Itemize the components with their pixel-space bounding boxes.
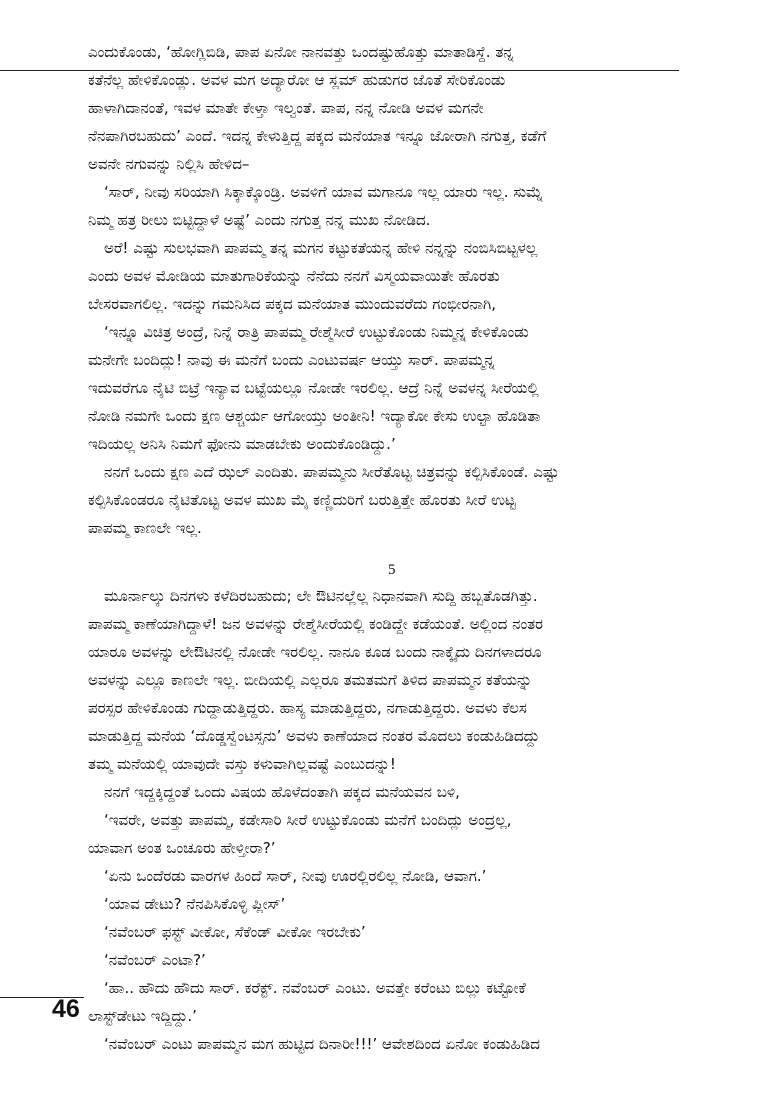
- text-line: ನೋಡಿ ನಮಗೇ ಒಂದು ಕ್ಷಣ ಆಶ್ಚರ್ಯ ಆಗೋಯ್ತು ಅಂತೀನಿ! ಇದ್ಯಾಕೋ ಕೇಸು ಉಲ್ಟಾ ಹೊಡಿತಾ: [88, 407, 541, 425]
- text-line: ನನಗೆ ಒಂದು ಕ್ಷಣ ಎದೆ ಝಲ್ ಎಂದಿತು. ಪಾಪಮ್ಮನು ಸೀರೆತೊಟ್ಟ ಚಿತ್ರವನ್ನು ಕಲ್ಪಿಸಿಕೊಂಡೆ. ಎಷ್ಟು: [104, 463, 559, 481]
- text-line: ‘ಸಾರ್, ನೀವು ಸರಿಯಾಗಿ ಸಿಕ್ಕಾಕ್ಕೊಂಡ್ರಿ. ಅವಳಿಗೆ ಯಾವ ಮಗಾನೂ ಇಲ್ಲ ಯಾರು ಇಲ್ಲ. ಸುಮ್ನೆ: [104, 183, 543, 201]
- text-line: ‘ಯಾವ ಡೇಟು? ನೆನಪಿಸಿಕೊಳ್ಳಿ ಪ್ಲೀಸ್’: [104, 895, 286, 913]
- text-line: ಲಾಸ್ಟ್‌ಡೇಟು ಇದ್ದಿದ್ದು.’: [88, 1007, 197, 1025]
- text-line: ಪಾಪಮ್ಮ ಕಾಣಲೇ ಇಲ್ಲ.: [88, 519, 202, 537]
- text-line: ಬೇಸರವಾಗಲಿಲ್ಲ. ಇದನ್ನು ಗಮನಿಸಿದ ಪಕ್ಕದ ಮನೆಯಾತ ಮುಂದುವರೆದು ಗಂಭೀರನಾಗಿ,: [88, 295, 496, 313]
- text-line: ಪಾಪಮ್ಮ ಕಾಣೆಯಾಗಿದ್ದಾಳೆ! ಜನ ಅವಳನ್ನು ರೇಶ್ಮೆಸೀರೆಯಲ್ಲಿ ಕಂಡಿದ್ದೇ ಕಡೆಯಂತೆ. ಅಲ್ಲಿಂದ ನಂತರ: [88, 615, 543, 633]
- text-line: ಕತೆನೆಲ್ಲ ಹೇಳಿಕೊಂಡ್ಲು. ಅವಳ ಮಗ ಅದ್ಯಾರೋ ಆ ಸ್ಲಮ್ ಹುಡುಗರ ಜೊತೆ ಸೇರಿಕೊಂಡು: [88, 71, 506, 89]
- section-number: 5: [388, 562, 396, 578]
- text-line: ಎಂದುಕೊಂಡು, ‘ಹೋಗ್ಲಿಬಿಡಿ, ಪಾಪ ಏನೋ ನಾನವತ್ತು ಒಂದಷ್ಟುಹೊತ್ತು ಮಾತಾಡಿಸ್ದೆ. ತನ್ನ: [88, 43, 514, 61]
- text-line: ಇದುವರೆಗೂ ನೈಟಿ ಬಿಟ್ರೆ ಇನ್ಯಾವ ಬಟ್ಟೆಯಲ್ಲೂ ನೋಡೇ ಇರಲಿಲ್ಲ. ಆದ್ರೆ ನಿನ್ನೆ ಅವಳನ್ನ ಸೀರೆಯಲ್ಲಿ: [88, 379, 539, 397]
- text-line: ನೆನಪಾಗಿರಬಹುದು’ ಎಂದೆ. ಇದನ್ನ ಕೇಳುತ್ತಿದ್ದ ಪಕ್ಕದ ಮನೆಯಾತ ಇನ್ನೂ ಜೋರಾಗಿ ನಗುತ್ತ, ಕಡೆಗೆ: [88, 127, 547, 145]
- text-line: ‘ನವೆಂಬರ್ ಫಸ್ಟ್ ವೀಕೋ, ಸೆಕೆಂಡ್ ವೀಕೋ ಇರಬೇಕು’: [104, 923, 366, 941]
- text-line: ಕಲ್ಪಿಸಿಕೊಂಡರೂ ನೈಟಿತೊಟ್ಟ ಅವಳ ಮುಖ ಮೈ ಕಣ್ಣಿದುರಿಗೆ ಬರುತ್ತಿತ್ತೇ ಹೊರತು ಸೀರೆ ಉಟ್ಟ: [88, 491, 516, 509]
- text-line: ‘ಹಾ.. ಹೌದು ಹೌದು ಸಾರ್. ಕರೆಕ್ಟ್. ನವೆಂಬರ್ ಎಂಟು. ಅವತ್ತೇ ಕರೆಂಟು ಬಿಲ್ಲು ಕಟ್ಟೋಕೆ: [104, 979, 526, 997]
- text-line: ಯಾವಾಗ ಅಂತ ಒಂಚೂರು ಹೇಳ್ತೀರಾ?’: [88, 839, 276, 857]
- text-line: ‘ಇವರೇ, ಅವತ್ತು ಪಾಪಮ್ಮ, ಕಡೇಸಾರಿ ಸೀರೆ ಉಟ್ಟುಕೊಂಡು ಮನೆಗೆ ಬಂದಿದ್ಲು ಅಂದ್ರಲ್ಲ,: [104, 811, 512, 829]
- text-line: ಮನೇಗೇ ಬಂದಿದ್ಲು! ನಾವು ಈ ಮನೆಗೆ ಬಂದು ಎಂಟುವರ್ಷ ಆಯ್ತು ಸಾರ್. ಪಾಪಮ್ಮನ್ನ: [88, 351, 495, 369]
- text-line: ಹಾಳಾಗಿದಾನಂತೆ, ಇವಳ ಮಾತೇ ಕೇಳ್ತಾ ಇಲ್ವಂತೆ. ಪಾಪ, ನನ್ನ ನೋಡಿ ಅವಳ ಮಗನೇ: [88, 99, 484, 117]
- text-line: ನಿಮ್ಮ ಹತ್ರ ರೀಲು ಬಿಟ್ಟಿದ್ದಾಳೆ ಅಷ್ಟೆ’ ಎಂದು ನಗುತ್ತ ನನ್ನ ಮುಖ ನೋಡಿದ.: [88, 211, 431, 229]
- text-line: ‘ನವೆಂಬರ್ ಎಂಟು ಪಾಪಮ್ಮನ ಮಗ ಹುಟ್ಟಿದ ದಿನಾರೀ!!!’ ಆವೇಶದಿಂದ ಏನೋ ಕಂಡುಹಿಡಿದ: [104, 1035, 540, 1053]
- text-line: ಅವಳನ್ನು ಎಲ್ಲೂ ಕಾಣಲೇ ಇಲ್ಲ. ಬೀದಿಯಲ್ಲಿ ಎಲ್ಲರೂ ತಮತಮಗೆ ತಿಳಿದ ಪಾಪಮ್ಮನ ಕತೆಯನ್ನು: [88, 671, 533, 689]
- text-line: ಅರೆ! ಎಷ್ಟು ಸುಲಭವಾಗಿ ಪಾಪಮ್ಮ ತನ್ನ ಮಗನ ಕಟ್ಟುಕತೆಯನ್ನ ಹೇಳಿ ನನ್ನನ್ನು ನಂಬಿಸಿಬಿಟ್ಟಳಲ್ಲ: [104, 239, 538, 257]
- text-line: ‘ನವೆಂಬರ್ ಎಂಟಾ?’: [104, 951, 206, 969]
- text-line: ‘ಏನು ಒಂದೆರಡು ವಾರಗಳ ಹಿಂದೆ ಸಾರ್, ನೀವು ಊರಲ್ಲಿರಲಿಲ್ಲ ನೋಡಿ, ಆವಾಗ.’: [104, 867, 487, 885]
- text-line: ಯಾರೂ ಅವಳನ್ನು ಲೇಔಟಿನಲ್ಲಿ ನೋಡೇ ಇರಲಿಲ್ಲ. ನಾನೂ ಕೂಡ ಬಂದು ನಾಕ್ಕೈದು ದಿನಗಳಾದರೂ: [88, 643, 542, 661]
- text-line: ತಮ್ಮ ಮನೆಯಲ್ಲಿ ಯಾವುದೇ ವಸ್ತು ಕಳುವಾಗಿಲ್ಲವಷ್ಟೆ ಎಂಬುದನ್ನು!: [88, 755, 396, 773]
- text-line: ಮಾಡುತ್ತಿದ್ದ ಮನೆಯ ‘ದೊಡ್ಡಸ್ವೆಂಟಸ್ಸನು’ ಅವಳು ಕಾಣೆಯಾದ ನಂತರ ಮೊದಲು ಕಂಡುಹಿಡಿದದ್ದು: [88, 727, 540, 745]
- text-line: ನನಗೆ ಇದ್ದಕ್ಕಿದ್ದಂತೆ ಒಂದು ವಿಷಯ ಹೊಳೆದಂತಾಗಿ ಪಕ್ಕದ ಮನೆಯವನ ಬಳಿ,: [104, 783, 460, 801]
- text-line: ಇದಿಯಲ್ಲ ಅನಿಸಿ ನಿಮಗೆ ಫೋನು ಮಾಡಬೇಕು ಅಂದುಕೊಂಡಿದ್ದು.’: [88, 435, 396, 453]
- text-line: ಅವನೇ ನಗುವನ್ನು ನಿಲ್ಲಿಸಿ ಹೇಳಿದ–: [88, 155, 250, 173]
- text-line: ಮೂರ್ನಾಲ್ಕು ದಿನಗಳು ಕಳೆದಿರಬಹುದು; ಲೇ ಔಟಿನಲ್ಲೆಲ್ಲ ನಿಧಾನವಾಗಿ ಸುದ್ದಿ ಹಬ್ಬತೊಡಗಿತ್ತು.: [104, 587, 538, 605]
- text-line: ಪರಸ್ಪರ ಹೇಳಿಕೊಂಡು ಗುದ್ದಾಡುತ್ತಿದ್ದರು. ಹಾಸ್ಯ ಮಾಡುತ್ತಿದ್ದರು, ನಗಾಡುತ್ತಿದ್ದರು. ಅವಳು ಕೆಲಸ: [88, 699, 527, 717]
- text-line: ‘ಇನ್ನೂ ವಿಚಿತ್ರ ಅಂದ್ರೆ, ನಿನ್ನೆ ರಾತ್ರಿ ಪಾಪಮ್ಮ ರೇಶ್ಮೆಸೀರೆ ಉಟ್ಟುಕೊಂಡು ನಿಮ್ಮನ್ನ ಕೇಳಿಕೊಂಡು: [104, 323, 529, 341]
- text-line: ಎಂದು ಅವಳ ಮೋಡಿಯ ಮಾತುಗಾರಿಕೆಯನ್ನು ನೆನೆದು ನನಗೆ ವಿಸ್ಮಯವಾಯಿತೇ ಹೊರತು: [88, 267, 500, 285]
- page-number: 46: [52, 995, 80, 1023]
